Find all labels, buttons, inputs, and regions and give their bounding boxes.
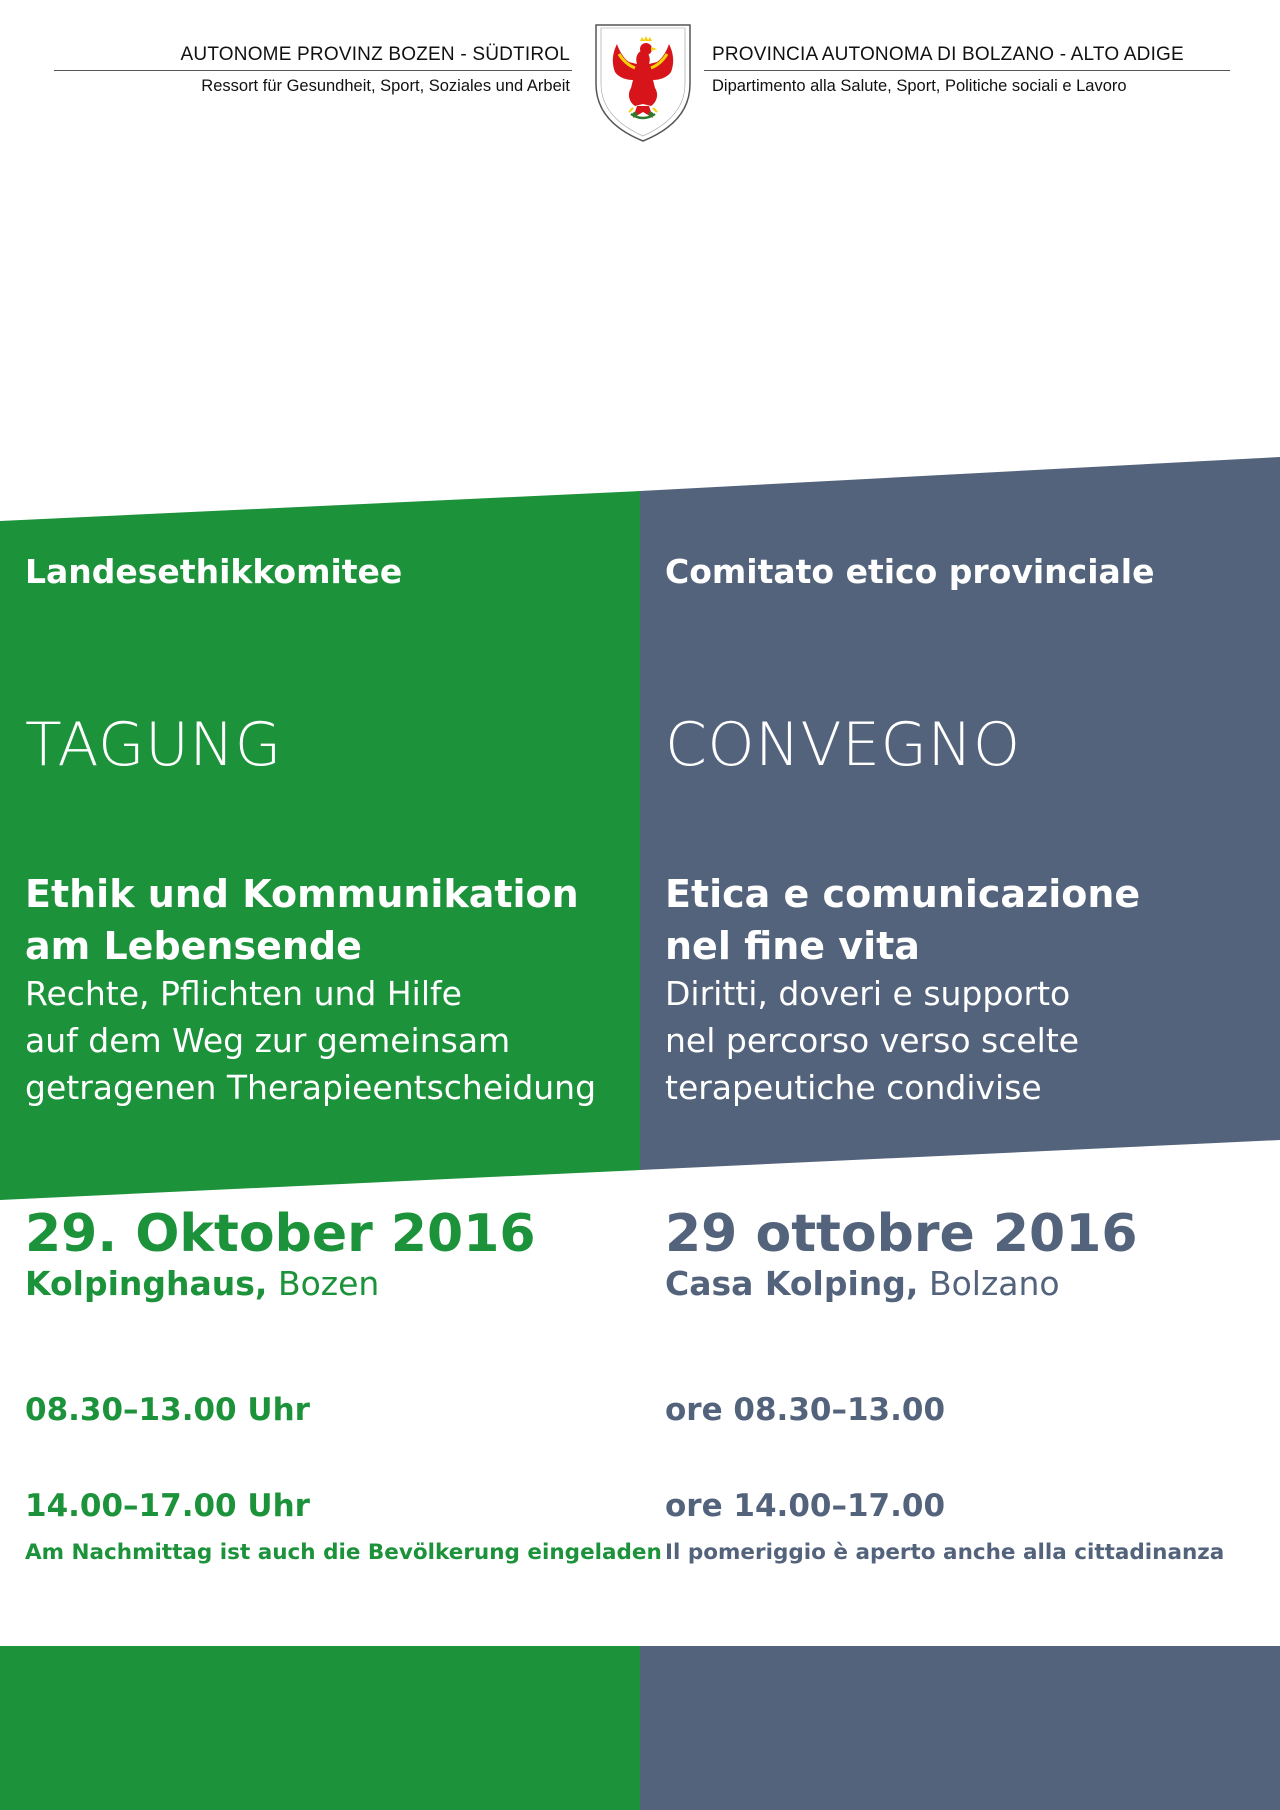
organization-german: Landesethikkomitee: [25, 552, 403, 591]
event-date-german: 29. Oktober 2016: [25, 1204, 536, 1264]
subtitle-line-1: Rechte, Pflichten und Hilfe: [25, 974, 462, 1013]
tyrolean-eagle-coat-of-arms-icon: [593, 22, 693, 144]
slate-band-bottom: [640, 1646, 1280, 1810]
public-invite-note-german: Am Nachmittag ist auch die Bevölkerung eingeladen: [25, 1540, 662, 1565]
event-title-italian: [665, 868, 1280, 972]
header-german: [54, 40, 572, 96]
subtitle-line-2: auf dem Weg zur gemeinsam: [25, 1021, 511, 1060]
province-name-german: AUTONOME PROVINZ BOZEN - SÜDTIROL: [54, 40, 572, 71]
title-line-2: nel fine vita: [665, 924, 920, 968]
department-name-italian: Dipartimento alla Salute, Sport, Politiche sociali e Lavoro: [712, 77, 1127, 95]
event-title-german: [25, 868, 640, 972]
time-afternoon-german: 14.00–17.00 Uhr: [25, 1488, 310, 1524]
venue-name: Kolpinghaus,: [25, 1264, 268, 1303]
public-invite-note-italian: Il pomeriggio è aperto anche alla cittadinanza: [665, 1540, 1225, 1565]
venue-city: Bolzano: [928, 1264, 1060, 1303]
green-band-bottom: [0, 1646, 640, 1810]
event-date-italian: 29 ottobre 2016: [665, 1204, 1138, 1264]
event-subtitle-italian: [665, 970, 1280, 1111]
title-line-1: Etica e comunicazione: [665, 872, 1141, 916]
title-line-1: Ethik und Kommunikation: [25, 872, 579, 916]
organization-italian: Comitato etico provinciale: [665, 552, 1155, 591]
subtitle-line-1: Diritti, doveri e supporto: [665, 974, 1071, 1013]
event-venue-italian: [665, 1264, 1280, 1303]
venue-name: Casa Kolping,: [665, 1264, 919, 1303]
venue-city: Bozen: [277, 1264, 380, 1303]
time-morning-german: 08.30–13.00 Uhr: [25, 1392, 310, 1428]
event-kind-german: TAGUNG: [25, 710, 282, 780]
event-kind-italian: CONVEGNO: [665, 710, 1021, 780]
province-name-italian: PROVINCIA AUTONOMA DI BOLZANO - ALTO ADIGE: [704, 40, 1230, 71]
header-italian: [704, 40, 1230, 96]
subtitle-line-2: nel percorso verso scelte: [665, 1021, 1080, 1060]
time-afternoon-italian: ore 14.00–17.00: [665, 1488, 946, 1524]
time-morning-italian: ore 08.30–13.00: [665, 1392, 946, 1428]
department-name-german: Ressort für Gesundheit, Sport, Soziales und Arbeit: [201, 77, 570, 95]
event-venue-german: [25, 1264, 640, 1303]
subtitle-line-3: getragenen Therapieentscheidung: [25, 1068, 597, 1107]
title-line-2: am Lebensende: [25, 924, 362, 968]
event-subtitle-german: [25, 970, 640, 1111]
subtitle-line-3: terapeutiche condivise: [665, 1068, 1042, 1107]
